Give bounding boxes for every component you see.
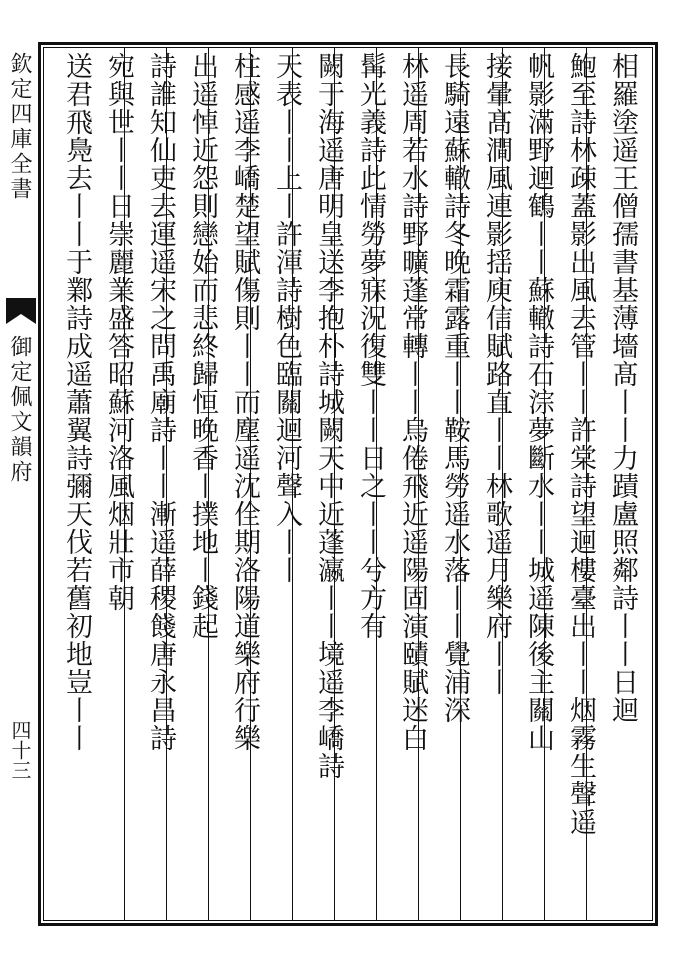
text-column: 詩誰知仙吏去運遥宋之問禹廟詩丨丨漸遥薛稷餞唐永昌詩 [145, 52, 176, 752]
text-column: 送君飛鳧去丨丨于鄴詩成遥蕭翼詩彌天伐若舊初地豈丨丨 [61, 52, 92, 752]
text-column: 鮑至詩林疎蓋影出風去管丨丨許棠詩望迴樓臺出丨丨烟霧生聲遥 [565, 52, 596, 836]
text-column: 接暈髙澗風連影揺庾信賦路直丨丨林歌遥月樂府丨丨 [481, 52, 512, 696]
text-column: 相羅塗遥王僧孺書基薄墻髙丨丨力蹟盧照鄰詩丨丨日迴 [607, 52, 638, 724]
text-column: 林遥周若水詩野曠蓬常轉丨丨烏倦飛近遥陽固演賾賦迷白 [397, 52, 428, 752]
text-column: 帆影滿野迴鶴丨丨蘇轍詩石淙夢斷水丨丨城遥陳後主關山 [523, 52, 554, 752]
text-column: 宛與世丨丨日崇麗業盛答昭蘇河洛風烟壯市朝 [103, 52, 134, 612]
text-column: 天表丨丨上丨許渾詩樹色臨關迴河聲入丨丨 [271, 52, 302, 584]
margin-book-text: 御定佩文韻府 [7, 335, 32, 485]
margin-book-title [4, 335, 34, 485]
text-column: 長騎遠蘇轍詩冬晚霜露重丨丨鞍馬勞遥水落丨丨覺浦深 [439, 52, 470, 724]
margin-top-title [4, 52, 34, 202]
text-column: 髯光義詩此情勞夢寐況復雙丨丨日之丨丨兮方有 [355, 52, 386, 640]
margin-top-text: 欽定四庫全書 [7, 52, 32, 202]
text-column: 出遥悼近怨則戀始而悲終歸恒晚香丨撲地丨錢起 [187, 52, 218, 640]
text-column: 柱感遥李嶠楚望賦傷則丨丨而塵遥沈佺期洛陽道樂府行樂 [229, 52, 260, 752]
text-column: 闕于海遥唐明皇送李抱朴詩城闕天中近蓬瀛丨丨境遥李嶠詩 [313, 52, 344, 780]
fishtail-mark-icon [4, 296, 38, 326]
page-number: 四十三 [8, 720, 32, 780]
